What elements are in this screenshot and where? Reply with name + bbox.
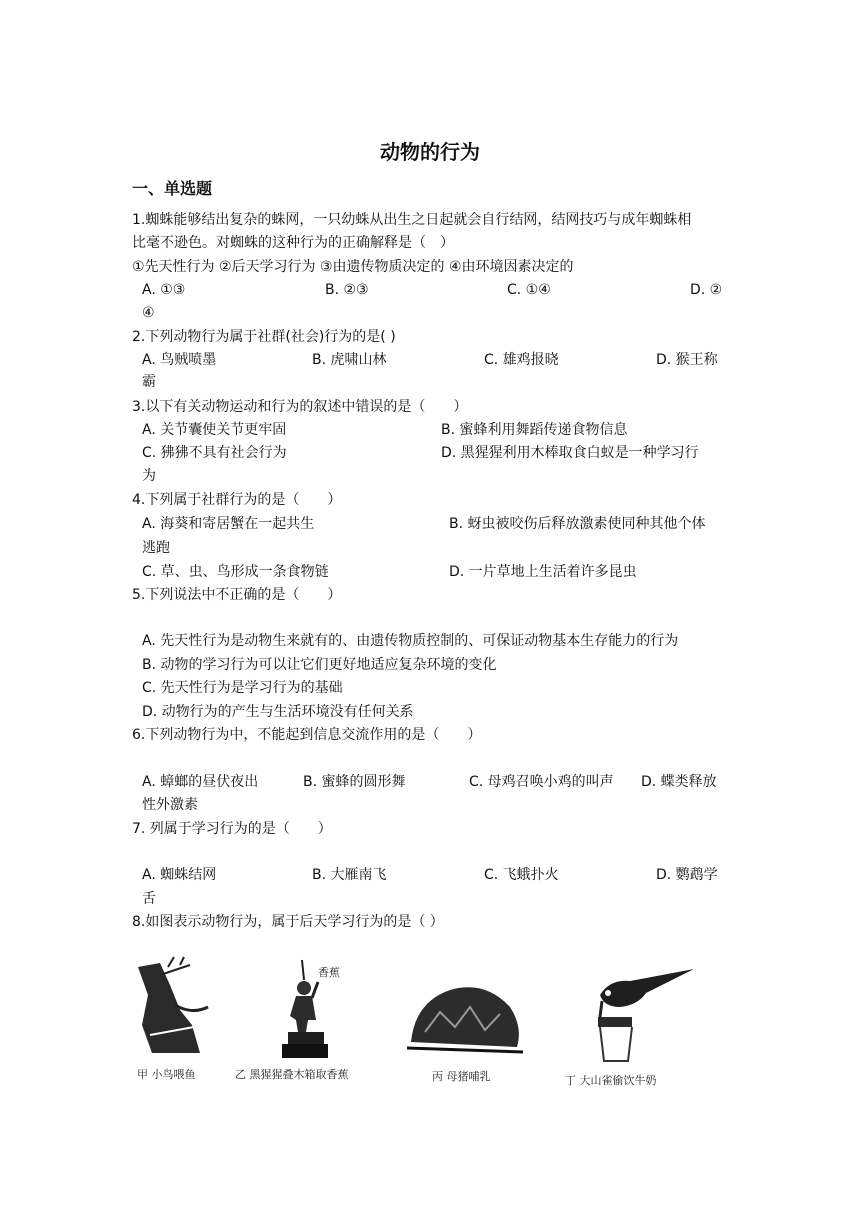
question-1-statements: ①先天性行为 ②后天学习行为 ③由遗传物质决定的 ④由环境因素决定的 (132, 259, 574, 275)
question-4-option-b-wrap: 逃跑 (142, 540, 170, 556)
question-6-option-b: B. 蜜蜂的圆形舞 (303, 774, 406, 790)
question-3-option-d-wrap: 为 (142, 468, 156, 484)
banana-label: 香蕉 (318, 966, 340, 979)
question-4-option-b: B. 蚜虫被咬伤后释放激素使同种其他个体 (449, 516, 706, 532)
question-7-option-d: D. 鹦鹉学 (656, 867, 718, 883)
question-1-option-d: D. ② (690, 282, 723, 298)
question-3-option-a: A. 关节囊使关节更牢固 (142, 422, 287, 438)
bird-feeding-fish-image (130, 955, 220, 1060)
question-6-option-a: A. 蟑螂的昼伏夜出 (142, 774, 259, 790)
question-6-line1: 6.下列动物行为中，不能起到信息交流作用的是（ ） (132, 727, 482, 743)
question-2-line1: 2.下列动物行为属于社群(社会)行为的是( ) (132, 329, 396, 345)
question-7-option-a: A. 蜘蛛结网 (142, 867, 217, 883)
question-4-line1: 4.下列属于社群行为的是（ ） (132, 492, 342, 508)
page-title: 动物的行为 (380, 140, 480, 164)
caption-jia: 甲 小鸟喂鱼 (137, 1068, 196, 1081)
question-5-line1: 5.下列说法中不正确的是（ ） (132, 587, 342, 603)
question-1-option-a: A. ①③ (142, 282, 186, 298)
question-3-option-d: D. 黑猩猩利用木棒取食白蚁是一种学习行 (441, 445, 699, 461)
sow-nursing-image (405, 972, 525, 1062)
question-2-option-b: B. 虎啸山林 (312, 352, 387, 368)
question-7-line1: 7. 列属于学习行为的是（ ） (132, 821, 332, 837)
question-5-option-b: B. 动物的学习行为可以让它们更好地适应复杂环境的变化 (142, 657, 497, 673)
question-2-option-a: A. 鸟贼喷墨 (142, 352, 217, 368)
question-5-option-c: C. 先天性行为是学习行为的基础 (142, 680, 343, 696)
question-6-option-d-wrap: 性外激素 (142, 797, 198, 813)
question-6-option-c: C. 母鸡召唤小鸡的叫声 (469, 774, 614, 790)
question-8-line1: 8.如图表示动物行为，属于后天学习行为的是（ ） (132, 914, 444, 930)
question-7-option-d-wrap: 舌 (142, 891, 156, 907)
question-5-option-a: A. 先天性行为是动物生来就有的、由遗传物质控制的、可保证动物基本生存能力的行为 (142, 633, 679, 649)
question-1-option-b: B. ②③ (325, 282, 369, 298)
question-4-option-c: C. 草、虫、鸟形成一条食物链 (142, 564, 329, 580)
caption-yi: 乙 黑猩猩叠木箱取香蕉 (235, 1068, 349, 1081)
question-7-option-c: C. 飞蛾扑火 (484, 867, 559, 883)
question-2-option-d: D. 猴王称 (656, 352, 718, 368)
great-tit-drinking-milk-image (590, 965, 700, 1065)
question-1-line2: 比毫不逊色。对蜘蛛的这种行为的正确解释是（ ） (132, 235, 454, 251)
question-1-line1: 1.蜘蛛能够结出复杂的蛛网，一只幼蛛从出生之日起就会自行结网，结网技巧与成年蜘蛛相 (132, 212, 692, 228)
question-6-option-d: D. 蝶类释放 (641, 774, 717, 790)
question-5-option-d: D. 动物行为的产生与生活环境没有任何关系 (142, 704, 414, 720)
question-1-option-d-wrap: ④ (142, 305, 155, 321)
caption-ding: 丁 大山雀偷饮牛奶 (565, 1074, 657, 1087)
section-heading: 一、单选题 (132, 179, 213, 198)
question-3-option-c: C. 狒狒不具有社会行为 (142, 445, 287, 461)
question-1-option-c: C. ①④ (507, 282, 551, 298)
question-2-option-c: C. 雄鸡报晓 (484, 352, 559, 368)
question-3-option-b: B. 蜜蜂利用舞蹈传递食物信息 (441, 422, 628, 438)
caption-bing: 丙 母猪哺乳 (432, 1070, 491, 1083)
question-7-option-b: B. 大雁南飞 (312, 867, 387, 883)
question-2-option-d-wrap: 霸 (142, 374, 156, 390)
question-4-option-a: A. 海葵和寄居蟹在一起共生 (142, 516, 315, 532)
question-3-line1: 3.以下有关动物运动和行为的叙述中错误的是（ ） (132, 399, 468, 415)
question-4-option-d: D. 一片草地上生活着许多昆虫 (449, 564, 637, 580)
